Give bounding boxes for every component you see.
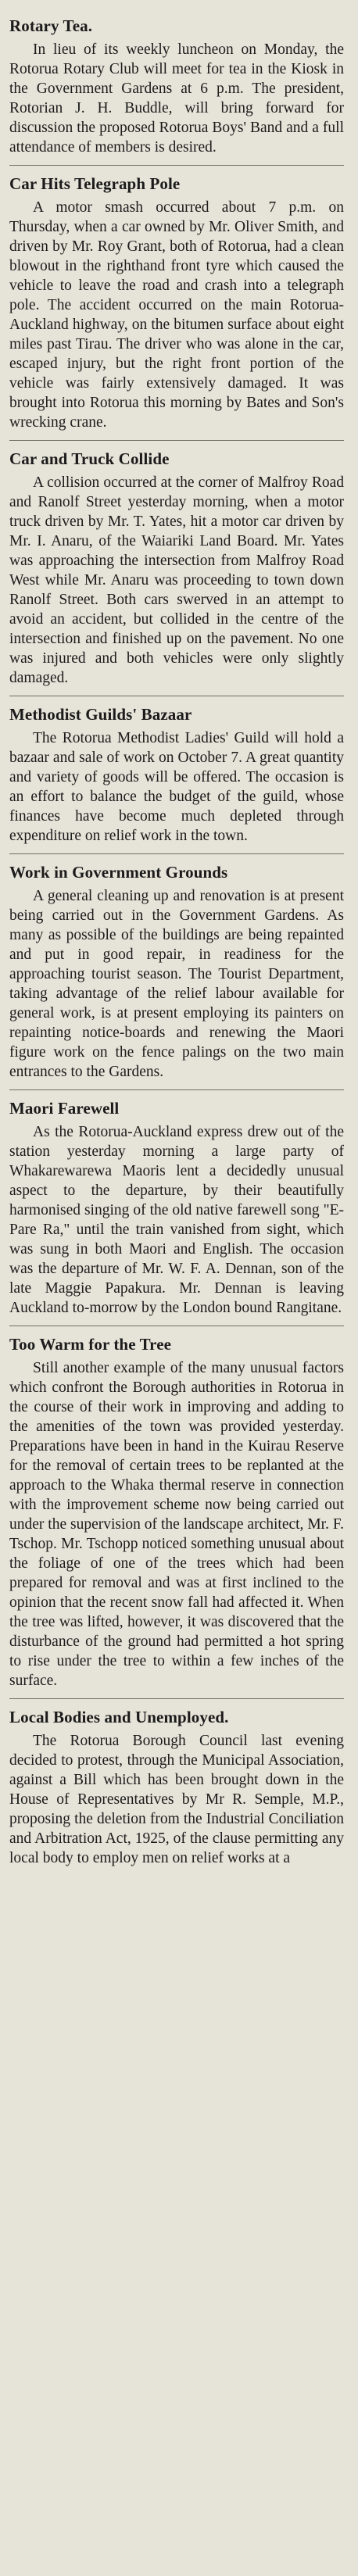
article-heading: Maori Farewell [9,1099,120,1118]
article-body: As the Rotorua-Auckland express drew out of the station yesterday morning a large party of Whakarewarewa Maoris lent a decidedly unusual aspect to the departure, by their beautifully harmonised singing of the old native farewell song "E-Pare Ra," until the train vanished from sight, which was sung in both Maori and English. The occasion was the departure of Mr. W. F. A. Dennan, son of the late Maggie Papakura. Mr. Dennan is leaving Auckland to-morrow by the London bound Rangitane. [9,1124,344,1316]
article-local-bodies-and-unemployed [9,1707,344,1868]
newspaper-column [6,0,349,2576]
column-rule [9,165,344,166]
article-heading: Rotary Tea. [9,16,93,35]
article-rotary-tea [9,16,344,157]
article-heading: Work in Government Grounds [9,863,228,882]
article-body: Still another example of the many unusual factors which confront the Borough authorities in Rotorua in the course of their work in improving and adding to the amenities of the town was provided yesterday. Preparations have been in hand in the Kuirau Reserve for the removal of certain trees to be replanted at the approach to the Whaka thermal reserve in connection with the improvement scheme now being carried out under the supervision of the landscape architect, Mr. F. Tschop. Mr. Tschopp noticed something unusual about the foliage of one of the trees which had been prepared for removal and was at first inclined to the opinion that the recent snow fall had affected it. When the tree was lifted, however, it was discovered that the disturbance of the ground had permitted a hot spring to rise under the tree to within a few inches of the surface. [9,1360,344,1689]
article-heading: Methodist Guilds' Bazaar [9,705,192,724]
article-body: A collision occurred at the corner of Malfroy Road and Ranolf Street yesterday morning, when a motor truck driven by Mr. T. Yates, hit a motor car driven by Mr. I. Anaru, of the Waiariki Land Board. Mr. Yates was approaching the intersection from Malfroy Road West while Mr. Anaru was proceeding to town down Ranolf Street. Both cars swerved in an attempt to avoid an accident, but collided in the centre of the intersection and finished up on the pavement. No one was injured and both vehicles were only slightly damaged. [9,474,344,686]
article-too-warm-for-the-tree [9,1334,344,1690]
article-heading: Car Hits Telegraph Pole [9,174,181,193]
article-maori-farewell [9,1098,344,1318]
article-heading: Car and Truck Collide [9,449,170,468]
article-car-hits-telegraph-pole [9,174,344,432]
column-rule [9,440,344,441]
article-heading: Too Warm for the Tree [9,1335,172,1354]
column-rule [9,853,344,854]
column-rule [9,1089,344,1090]
article-body: The Rotorua Borough Council last evening decided to protest, through the Municipal Association, against a Bill which has been brought down in the House of Representatives by Mr R. Semple, M.P., proposing the deletion from the Industrial Conciliation and Arbitration Act, 1925, of the clause permitting any local body to employ men on relief works at a [9,1733,344,1866]
article-body: The Rotorua Methodist Ladies' Guild will hold a bazaar and sale of work on October 7. A great quantity and variety of goods will be offered. The occasion is an effort to balance the budget of the guild, whose finances have become much depleted through expenditure on relief work in the town. [9,730,344,844]
article-heading: Local Bodies and Unemployed. [9,1708,229,1726]
article-body: A general cleaning up and renovation is at present being carried out in the Government Gardens. As many as possible of the buildings are being repainted and put in good repair, in readiness for the approaching tourist season. The Tourist Department, taking advantage of the relief labour available for general work, is at present employing its painters on repainting notice-boards and renewing the Maori figure work on the fence palings on the two main entrances to the Gardens. [9,888,344,1080]
article-work-in-government-grounds [9,862,344,1082]
article-car-and-truck-collide [9,449,344,688]
article-methodist-guilds-bazaar [9,704,344,846]
column-rule [9,1698,344,1699]
article-body: In lieu of its weekly luncheon on Monday, the Rotorua Rotary Club will meet for tea in the Kiosk in the Government Gardens at 6 p.m. The president, Rotorian J. H. Buddle, will bring forward for discussion the proposed Rotorua Boys' Band and a full attendance of members is desired. [9,41,344,156]
article-body: A motor smash occurred about 7 p.m. on Thursday, when a car owned by Mr. Oliver Smith, and driven by Mr. Roy Grant, both of Rotorua, had a clean blowout in the righthand front tyre which caused the vehicle to leave the road and crash into a telegraph pole. The accident occurred on the main Rotorua-Auckland highway, on the bitumen surface about eight miles past Tirau. The driver who was alone in the car, escaped injury, but the right front portion of the vehicle was fairly extensively damaged. It was brought into Rotorua this morning by Bates and Son's wrecking crane. [9,199,344,431]
